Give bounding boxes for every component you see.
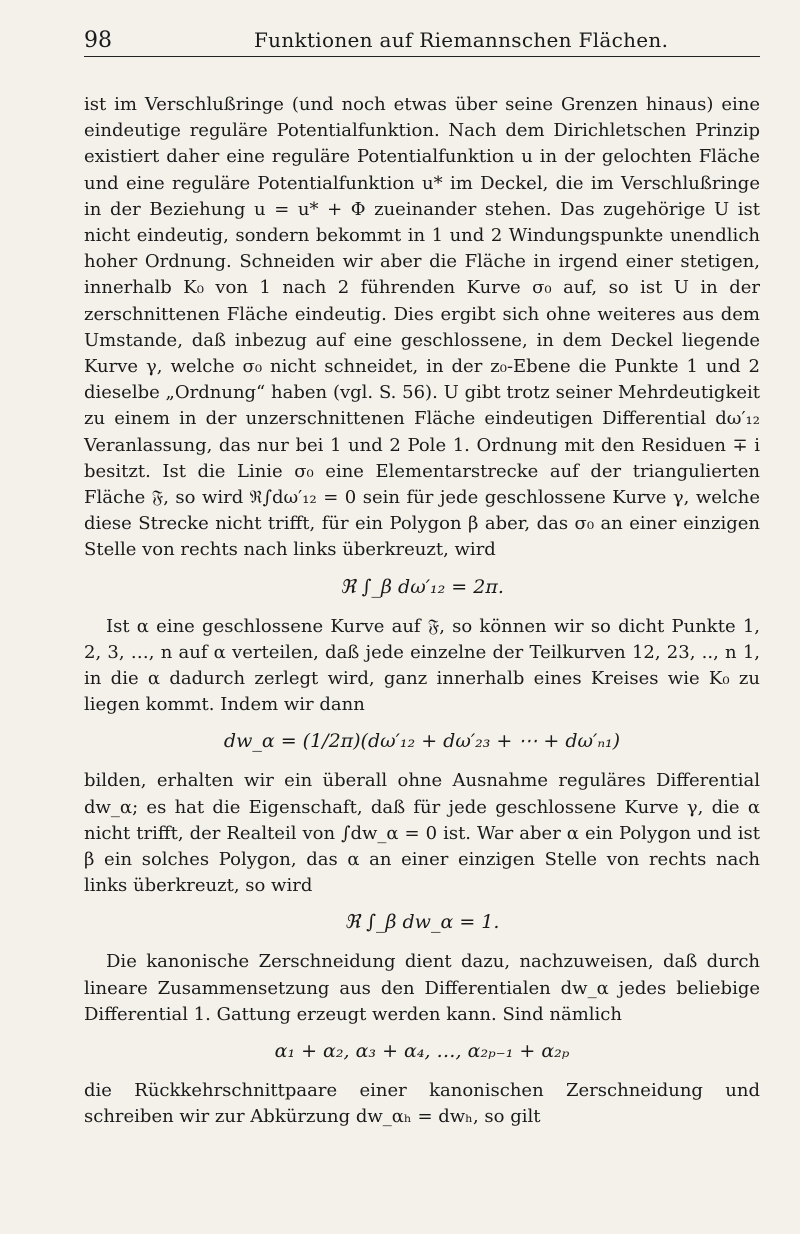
paragraph-1: ist im Verschlußringe (und noch etwas über seine Grenzen hinaus) eine eindeutige reguläre Potentialfunktion. Nach dem Dirichletschen Prinzip existiert daher eine reguläre Potentialfunktion u in der gelochten Fläche und eine reguläre Potentialfunktion u* im Deckel, die im Verschlußringe in der Beziehung u = u* + Φ zueinander stehen. Das zugehörige U ist nicht eindeutig, sondern bekommt in 1 und 2 Windungspunkte unendlich hoher Ordnung. Schneiden wir aber die Fläche in irgend einer stetigen, innerhalb K₀ von 1 nach 2 führenden Kurve σ₀ auf, so ist U in der zerschnittenen Fläche eindeutig. Dies ergibt sich ohne weiteres aus dem Umstande, daß inbezug auf eine geschlossene, in dem Deckel liegende Kurve γ, welche σ₀ nicht schneidet, in der z₀-Ebene die Punkte 1 und 2 dieselbe „Ordnung“ haben (vgl. S. 56). U gibt trotz seiner Mehrdeutigkeit zu einem in der unzerschnittenen Fläche eindeutigen Differential dω′₁₂ Veranlassung, das nur bei 1 und 2 Pole 1. Ordnung mit den Residuen ∓ i besitzt. Ist die Linie σ₀ eine Elementarstrecke auf der triangulierten Fläche 𝔉, so wird ℜ∫dω′₁₂ = 0 sein für jede geschlossene Kurve γ, welche diese Strecke nicht trifft, für ein Polygon β aber, das σ₀ an einer einzigen Stelle von rechts nach links überkreuzt, wird [84, 94, 760, 561]
paragraph-5: die Rückkehrschnittpaare einer kanonischen Zerschneidung und schreiben wir zur Abkürzung dw_αₕ = dwₕ, so gilt [84, 1080, 760, 1128]
paragraph-3: bilden, erhalten wir ein überall ohne Ausnahme reguläres Differential dw_α; es hat die Eigenschaft, daß für jede geschlossene Kurve γ, die α nicht trifft, der Realteil von ∫dw_α = 0 ist. War aber α ein Polygon und ist β ein solches Polygon, das α an einer einzigen Stelle von rechts nach links überkreuzt, so wird [84, 770, 760, 897]
page-number: 98 [84, 28, 112, 53]
page-body [84, 92, 760, 1131]
formula-integral-2pi: ℜ ∫_β dω′₁₂ = 2π. [340, 575, 504, 598]
formula-integral-one: ℜ ∫_β dw_α = 1. [344, 911, 500, 934]
running-title: Funktionen auf Riemannschen Flächen. [254, 28, 669, 52]
running-header [84, 26, 760, 57]
formula-dw-alpha: dw_α = (1/2π)(dω′₁₂ + dω′₂₃ + ⋯ + dω′ₙ₁) [223, 730, 621, 753]
paragraph-4: Die kanonische Zerschneidung dient dazu, nachzuweisen, daß durch lineare Zusammensetzung aus den Differentialen dw_α jedes beliebige Differential 1. Gattung erzeugt werden kann. Sind nämlich [84, 951, 760, 1025]
formula-cut-pairs: α₁ + α₂, α₃ + α₄, …, α₂ₚ₋₁ + α₂ₚ [274, 1040, 570, 1063]
paragraph-2: Ist α eine geschlossene Kurve auf 𝔉, so können wir so dicht Punkte 1, 2, 3, …, n auf α verteilen, daß jede einzelne der Teilkurven 12, 23, .., n 1, in die α dadurch zerlegt wird, ganz innerhalb eines Kreises wie K₀ zu liegen kommt. Indem wir dann [84, 615, 760, 716]
